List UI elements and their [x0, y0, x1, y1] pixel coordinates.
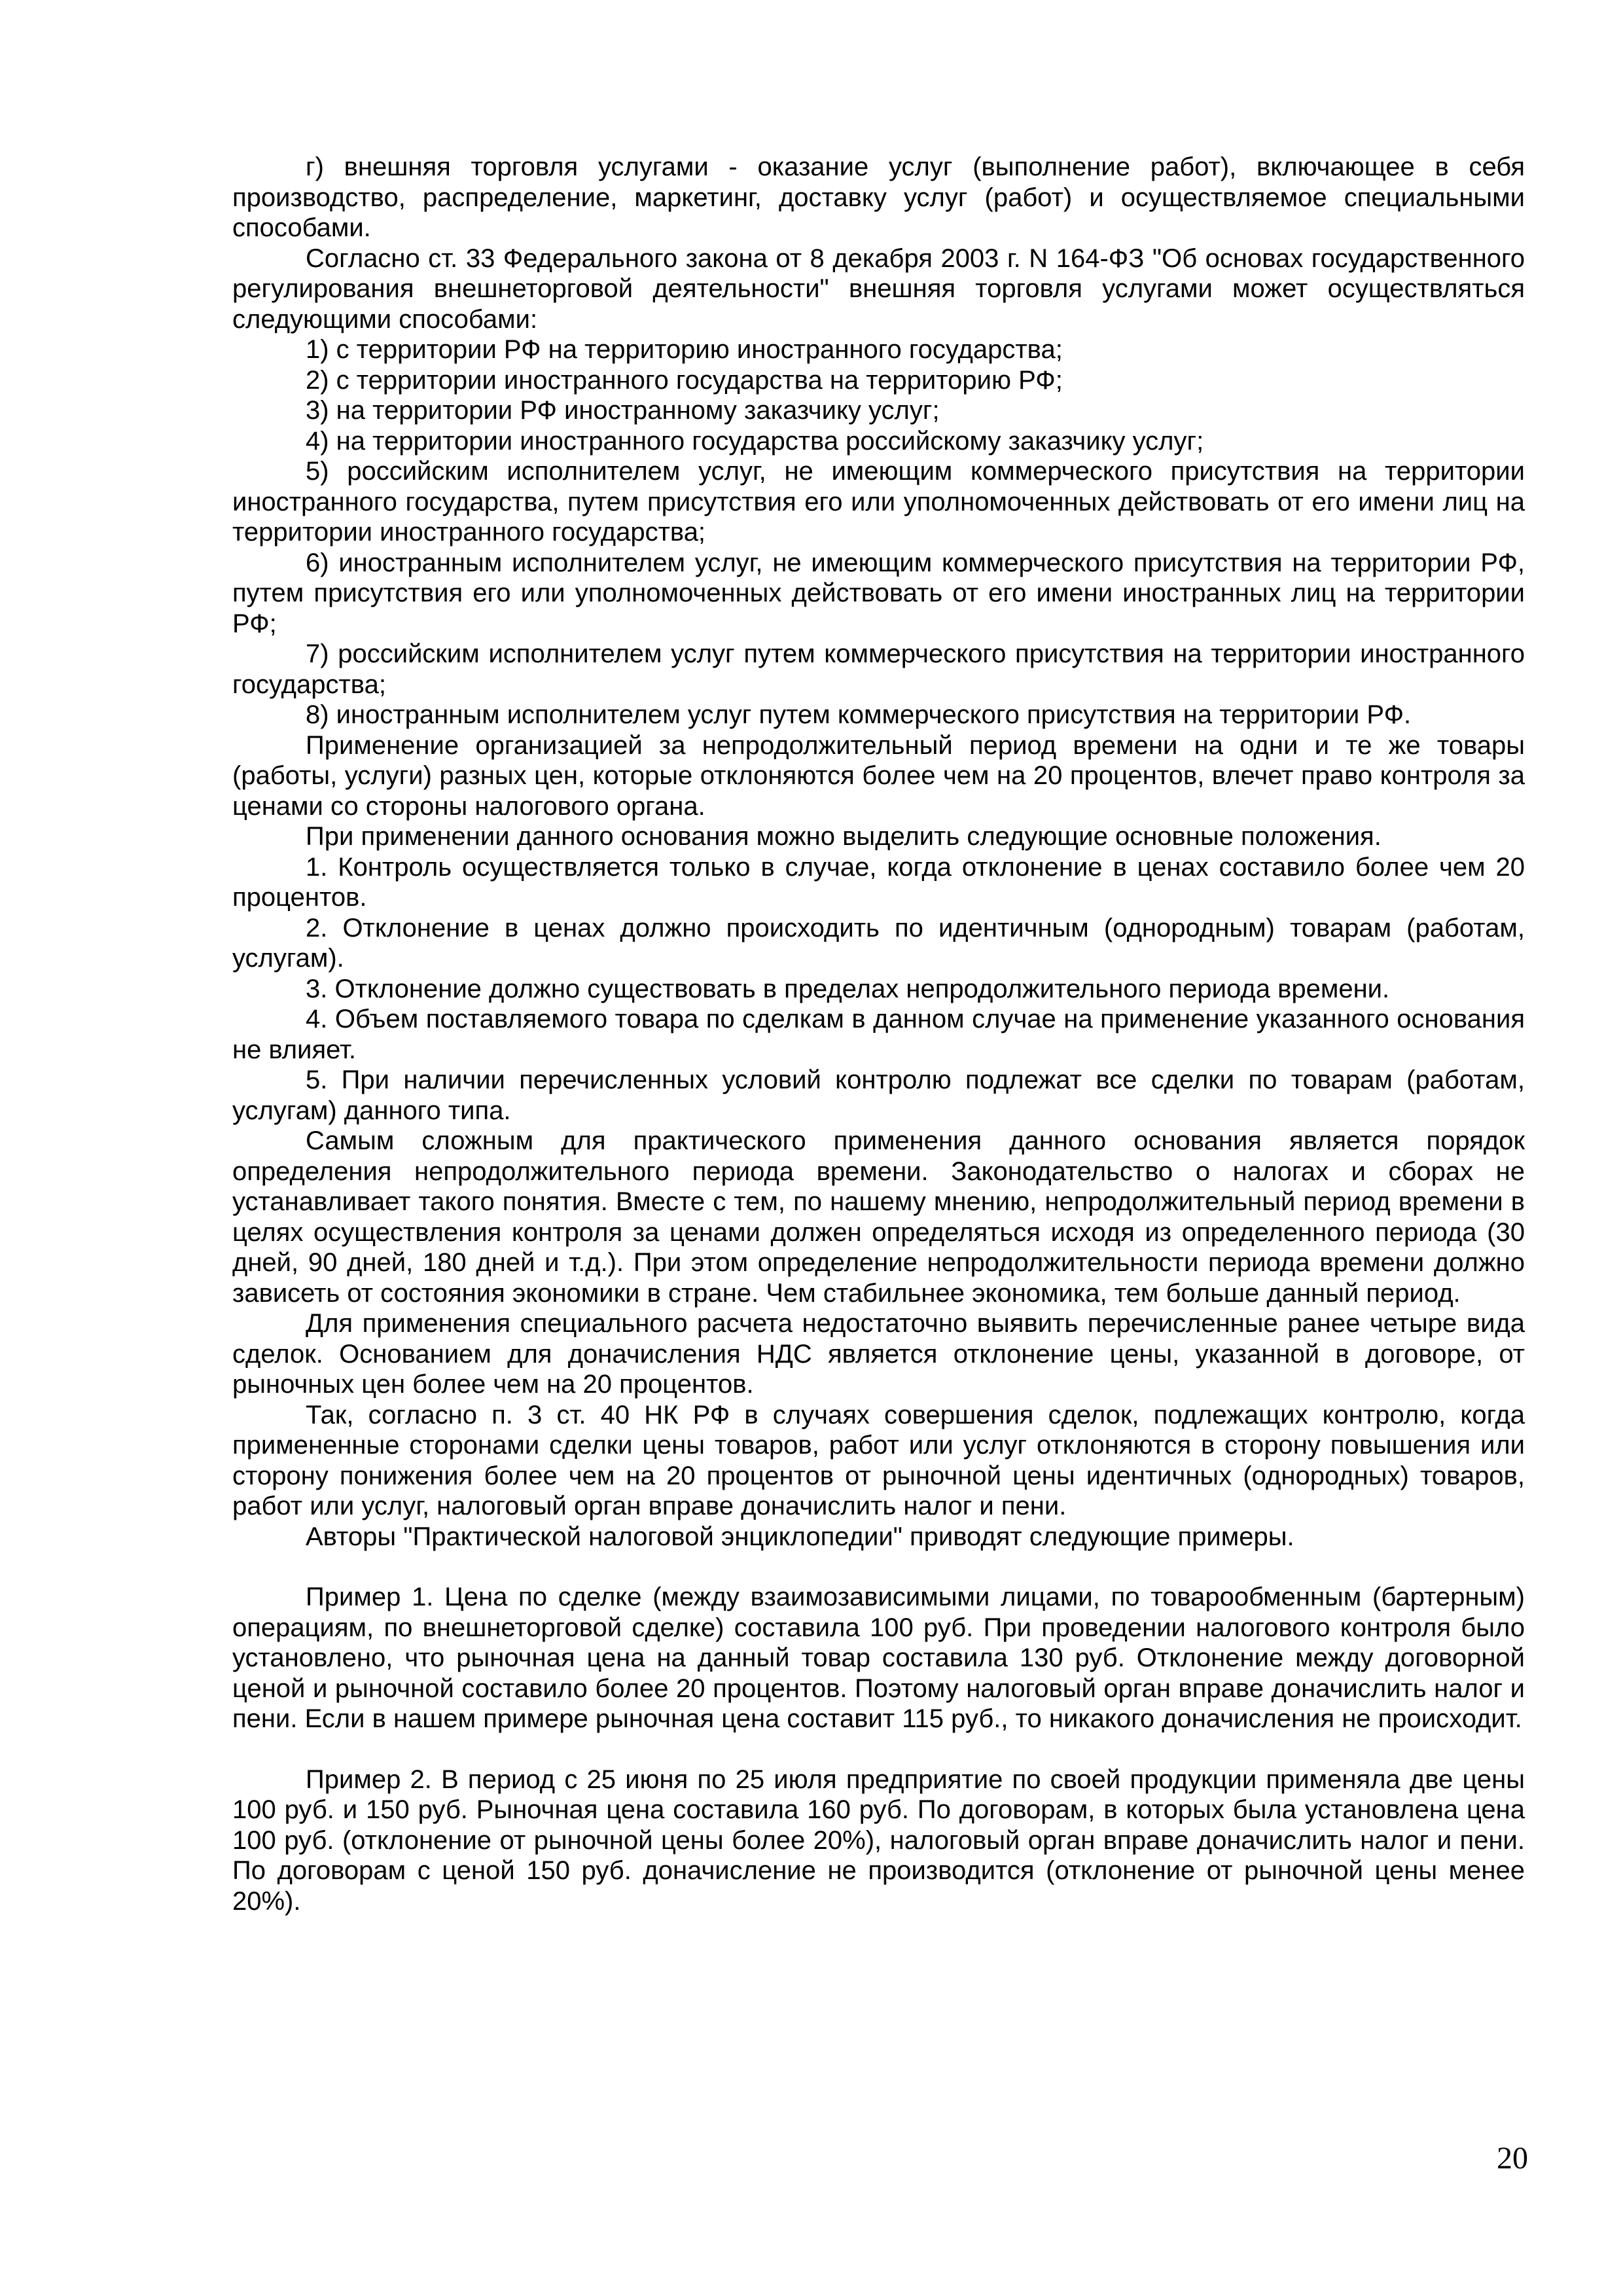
paragraph-law-reference: Согласно ст. 33 Федерального закона от 8 декабря 2003 г. N 164-ФЗ "Об основах государственного регулирования внешнеторговой деятельности" внешняя торговля услугами может осуществляться следующими способами:: [232, 243, 1525, 334]
list-item: 4. Объем поставляемого товара по сделкам в данном случае на применение указанного основания не влияет.: [232, 1005, 1525, 1064]
list-item: 3) на территории РФ иностранному заказчику услуг;: [306, 396, 940, 425]
paragraph-tax-code-article: Так, согласно п. 3 ст. 40 НК РФ в случаях совершения сделок, подлежащих контролю, когда примененные сторонами сделки цены товаров, работ или услуг отклоняются в сторону повышения или сторону понижения более чем на 20 процентов от рыночной цены идентичных (однородных) товаров, работ или услуг, налоговый орган вправе доначислить налог и пени.: [232, 1400, 1525, 1520]
body-text: [232, 152, 1525, 1916]
paragraph-provisions-intro: При применении данного основания можно выделить следующие основные положения.: [306, 822, 1382, 851]
list-item: 2. Отклонение в ценах должно происходить по идентичным (однородным) товарам (работам, услугам).: [232, 913, 1525, 973]
paragraph-special-calculation: Для применения специального расчета недостаточно выявить перечисленные ранее четыре вида сделок. Основанием для доначисления НДС является отклонение цены, указанной в договоре, от рыночных цен более чем на 20 процентов.: [232, 1309, 1525, 1399]
paragraph-examples-intro: Авторы "Практической налоговой энциклопедии" приводят следующие примеры.: [306, 1522, 1294, 1551]
list-item: 4) на территории иностранного государства российскому заказчику услуг;: [306, 426, 1204, 456]
list-item: 6) иностранным исполнителем услуг, не имеющим коммерческого присутствия на территории РФ, путем присутствия его или уполномоченных действовать от его имени иностранных лиц на территории РФ;: [232, 548, 1525, 638]
list-item: 7) российским исполнителем услуг путем коммерческого присутствия на территории иностранного государства;: [232, 639, 1525, 699]
example-2: Пример 2. В период с 25 июня по 25 июля предприятие по своей продукции применяла две цены 100 руб. и 150 руб. Рыночная цена составила 160 руб. По договорам, в которых была установлена цена 100 руб. (отклонение от рыночной цены более 20%), налоговый орган вправе доначислить налог и пени. По договорам с ценой 150 руб. доначисление не производится (отклонение от рыночной цены менее 20%).: [232, 1765, 1525, 1916]
list-item: 1. Контроль осуществляется только в случае, когда отклонение в ценах составило более чем 20 процентов.: [232, 852, 1525, 912]
list-item: 1) с территории РФ на территорию иностранного государства;: [306, 335, 1063, 364]
list-item: 5. При наличии перечисленных условий контролю подлежат все сделки по товарам (работам, услугам) данного типа.: [232, 1066, 1525, 1125]
paragraph-short-period: Самым сложным для практического применения данного основания является порядок определения непродолжительного периода времени. Законодательство о налогах и сборах не устанавливает такого понятия. Вместе с тем, по нашему мнению, непродолжительный период времени в целях осуществления контроля за ценами должен определяться исходя из определенного периода (30 дней, 90 дней, 180 дней и т.д.). При этом определение непродолжительности периода времени должно зависеть от состояния экономики в стране. Чем стабильнее экономика, тем больше данный период.: [232, 1126, 1525, 1308]
list-item: 2) с территории иностранного государства на территорию РФ;: [306, 365, 1063, 395]
list-item: 5) российским исполнителем услуг, не имеющим коммерческого присутствия на территории иностранного государства, путем присутствия его или уполномоченных действовать от его имени лиц на территории иностранного государства;: [232, 457, 1525, 547]
list-item: 3. Отклонение должно существовать в пределах непродолжительного периода времени.: [306, 974, 1390, 1003]
list-item: 8) иностранным исполнителем услуг путем коммерческого присутствия на территории РФ.: [306, 700, 1412, 729]
paragraph-services-trade: г) внешняя торговля услугами - оказание услуг (выполнение работ), включающее в себя производство, распределение, маркетинг, доставку услуг (работ) и осуществляемое специальными способами.: [232, 152, 1525, 242]
page-number: 20: [1497, 2141, 1528, 2176]
paragraph-price-control: Применение организацией за непродолжительный период времени на одни и те же товары (работы, услуги) разных цен, которые отклоняются более чем на 20 процентов, влечет право контроля за ценами со стороны налогового органа.: [232, 730, 1525, 821]
example-1: Пример 1. Цена по сделке (между взаимозависимыми лицами, по товарообменным (бартерным) операциям, по внешнеторговой сделке) составила 100 руб. При проведении налогового контроля было установлено, что рыночная цена на данный товар составила 130 руб. Отклонение между договорной ценой и рыночной составило более 20 процентов. Поэтому налоговый орган вправе доначислить налог и пени. Если в нашем примере рыночная цена составит 115 руб., то никакого доначисления не происходит.: [232, 1583, 1525, 1733]
